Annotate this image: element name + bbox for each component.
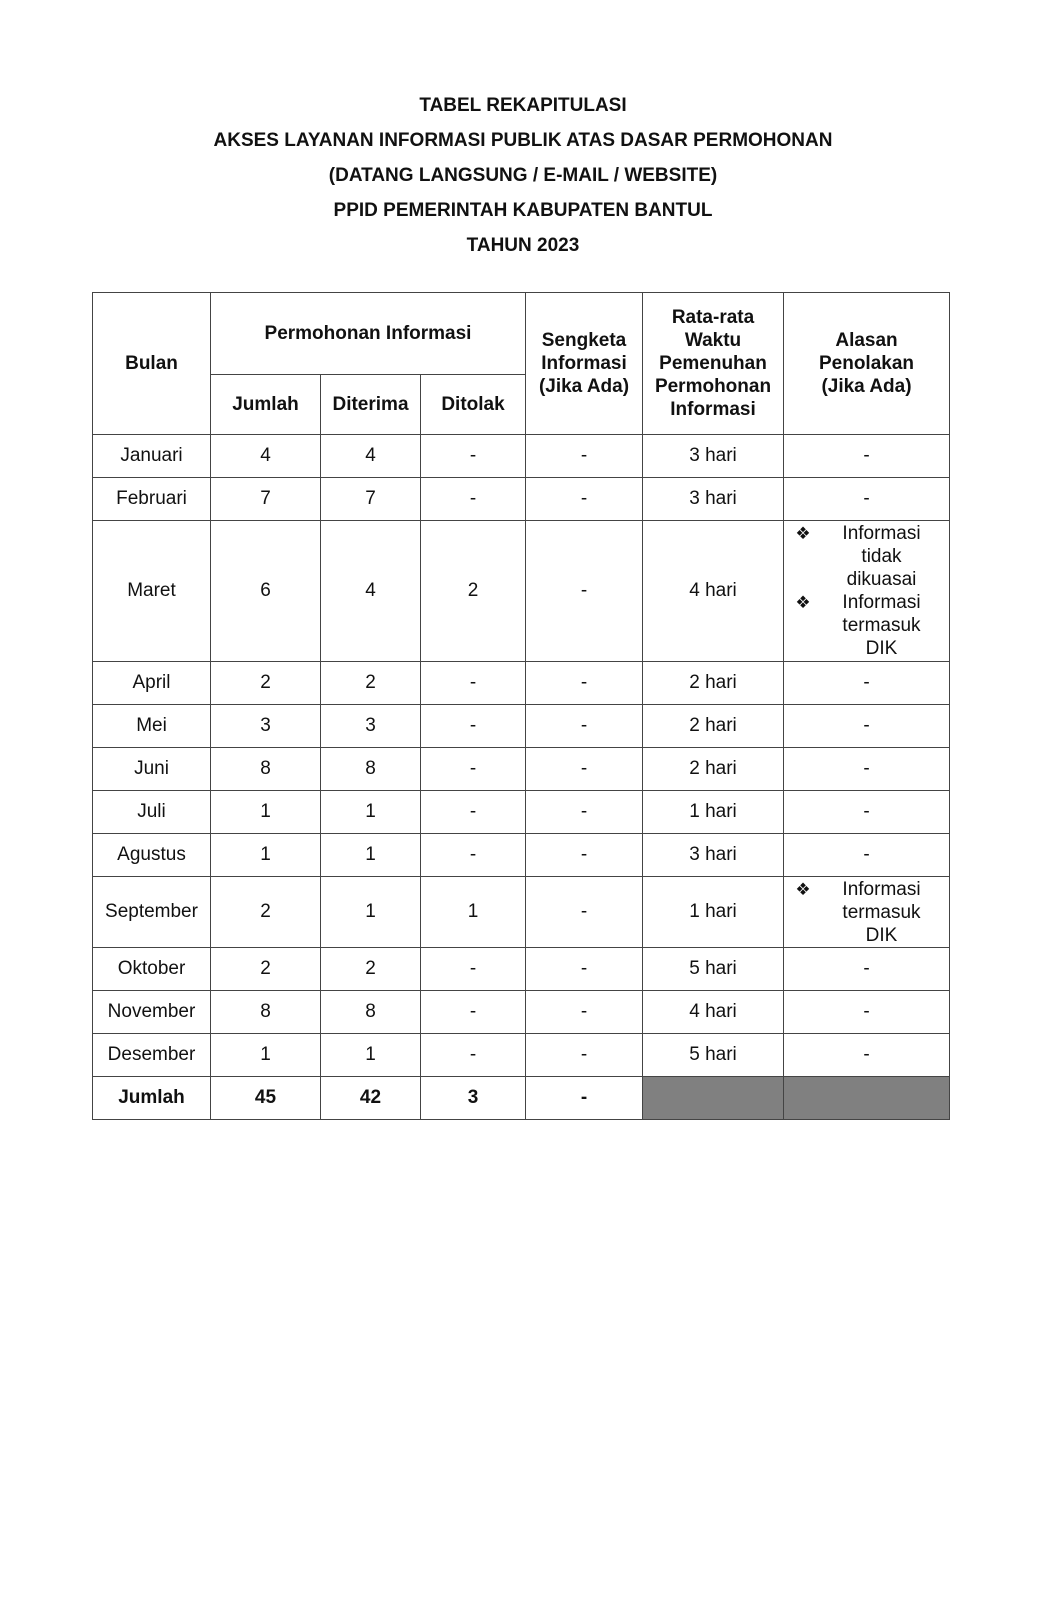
cell-diterima: 4 — [321, 521, 421, 662]
cell-ditolak: - — [421, 791, 526, 834]
title-line: PPID PEMERINTAH KABUPATEN BANTUL — [333, 200, 713, 221]
cell-bulan: Juli — [93, 791, 211, 834]
cell-alasan: - — [784, 948, 950, 991]
cell-alasan — [784, 877, 950, 948]
total-label: Jumlah — [93, 1077, 211, 1120]
cell-diterima: 2 — [321, 948, 421, 991]
cell-ditolak: - — [421, 748, 526, 791]
cell-bulan: Januari — [93, 435, 211, 478]
reason-item — [788, 878, 945, 947]
cell-diterima: 1 — [321, 877, 421, 948]
reason-text — [818, 522, 945, 591]
cell-jumlah: 2 — [211, 877, 321, 948]
reason-list — [788, 522, 945, 660]
cell-jumlah: 4 — [211, 435, 321, 478]
reason-line: dikuasai — [846, 569, 917, 590]
total-sengketa: - — [526, 1077, 643, 1120]
header-jumlah: Jumlah — [211, 375, 321, 435]
reason-line: tidak — [861, 546, 902, 567]
cell-jumlah: 2 — [211, 948, 321, 991]
cell-waktu: 2 hari — [643, 662, 784, 705]
header-rata-line: Pemenuhan — [659, 353, 767, 374]
cell-bulan: April — [93, 662, 211, 705]
cell-sengketa: - — [526, 877, 643, 948]
cell-waktu: 3 hari — [643, 834, 784, 877]
cell-alasan: - — [784, 791, 950, 834]
title-line: TAHUN 2023 — [466, 235, 580, 256]
cell-bulan: Mei — [93, 705, 211, 748]
cell-alasan: - — [784, 662, 950, 705]
total-jumlah: 45 — [211, 1077, 321, 1120]
table-row — [93, 705, 950, 748]
header-rata-line: Informasi — [670, 399, 756, 420]
header-rata-line: Permohonan — [654, 376, 772, 397]
cell-alasan — [784, 521, 950, 662]
recap-table — [92, 292, 950, 1120]
header-ditolak: Ditolak — [421, 375, 526, 435]
cell-diterima: 4 — [321, 435, 421, 478]
cell-ditolak: - — [421, 1034, 526, 1077]
title-line: TABEL REKAPITULASI — [419, 95, 627, 116]
cell-sengketa: - — [526, 521, 643, 662]
cell-bulan: Februari — [93, 478, 211, 521]
cell-alasan: - — [784, 478, 950, 521]
total-row — [93, 1077, 950, 1120]
header-sengketa — [526, 293, 643, 435]
cell-waktu: 4 hari — [643, 991, 784, 1034]
cell-ditolak: - — [421, 435, 526, 478]
table-row — [93, 1034, 950, 1077]
cell-sengketa: - — [526, 748, 643, 791]
cell-alasan: - — [784, 991, 950, 1034]
reason-line: termasuk — [842, 901, 921, 923]
cell-diterima: 8 — [321, 991, 421, 1034]
header-sengketa-line: Informasi — [541, 353, 627, 374]
cell-ditolak: - — [421, 662, 526, 705]
cell-jumlah: 3 — [211, 705, 321, 748]
reason-text — [818, 591, 945, 660]
table-row — [93, 877, 950, 948]
reason-item — [788, 522, 945, 591]
table-row — [93, 478, 950, 521]
cell-ditolak: 1 — [421, 877, 526, 948]
diamond-bullet-icon: ❖ — [795, 879, 811, 899]
cell-bulan: Maret — [93, 521, 211, 662]
cell-sengketa: - — [526, 991, 643, 1034]
table-row — [93, 662, 950, 705]
header-diterima: Diterima — [321, 375, 421, 435]
reason-line: Informasi — [842, 592, 921, 613]
title-line: AKSES LAYANAN INFORMASI PUBLIK ATAS DASAR PERMOHONAN — [213, 130, 833, 151]
diamond-bullet-icon: ❖ — [795, 593, 811, 612]
cell-jumlah: 1 — [211, 791, 321, 834]
table-row — [93, 435, 950, 478]
total-ditolak: 3 — [421, 1077, 526, 1120]
cell-diterima: 7 — [321, 478, 421, 521]
cell-waktu: 1 hari — [643, 877, 784, 948]
header-alasan — [784, 293, 950, 435]
reason-list — [788, 878, 945, 947]
cell-ditolak: - — [421, 991, 526, 1034]
cell-jumlah: 7 — [211, 478, 321, 521]
cell-waktu: 5 hari — [643, 948, 784, 991]
cell-waktu: 5 hari — [643, 1034, 784, 1077]
header-sengketa-line: Sengketa — [541, 330, 627, 351]
cell-diterima: 2 — [321, 662, 421, 705]
cell-waktu: 2 hari — [643, 705, 784, 748]
reason-line: DIK — [865, 638, 898, 659]
header-alasan-line: Penolakan — [818, 353, 915, 374]
diamond-bullet-icon: ❖ — [795, 524, 811, 543]
reason-text — [818, 878, 945, 947]
total-diterima: 42 — [321, 1077, 421, 1120]
cell-waktu: 3 hari — [643, 435, 784, 478]
header-rata-line: Waktu — [684, 330, 742, 351]
cell-ditolak: 2 — [421, 521, 526, 662]
total-shaded-cell — [784, 1077, 950, 1120]
cell-ditolak: - — [421, 948, 526, 991]
cell-alasan: - — [784, 834, 950, 877]
cell-jumlah: 1 — [211, 1034, 321, 1077]
cell-sengketa: - — [526, 948, 643, 991]
cell-bulan: November — [93, 991, 211, 1034]
reason-line: termasuk — [842, 615, 921, 636]
cell-sengketa: - — [526, 1034, 643, 1077]
table-row — [93, 834, 950, 877]
title-line: (DATANG LANGSUNG / E-MAIL / WEBSITE) — [328, 165, 718, 186]
cell-jumlah: 8 — [211, 748, 321, 791]
reason-line: DIK — [865, 924, 898, 946]
cell-alasan: - — [784, 1034, 950, 1077]
header-rata-rata — [643, 293, 784, 435]
header-bulan: Bulan — [93, 293, 211, 435]
table-row — [93, 521, 950, 662]
reason-line: Informasi — [842, 878, 921, 900]
reason-item — [788, 591, 945, 660]
header-alasan-line: Alasan — [835, 330, 898, 351]
cell-diterima: 1 — [321, 791, 421, 834]
cell-waktu: 4 hari — [643, 521, 784, 662]
table-row — [93, 991, 950, 1034]
total-shaded-cell — [643, 1077, 784, 1120]
cell-ditolak: - — [421, 834, 526, 877]
cell-sengketa: - — [526, 435, 643, 478]
cell-alasan: - — [784, 748, 950, 791]
cell-bulan: Desember — [93, 1034, 211, 1077]
header-alasan-line: (Jika Ada) — [821, 376, 912, 397]
header-sengketa-line: (Jika Ada) — [538, 376, 630, 397]
cell-waktu: 2 hari — [643, 748, 784, 791]
cell-jumlah: 6 — [211, 521, 321, 662]
cell-bulan: September — [93, 877, 211, 948]
cell-sengketa: - — [526, 478, 643, 521]
reason-line: Informasi — [842, 523, 921, 544]
cell-diterima: 3 — [321, 705, 421, 748]
cell-bulan: Agustus — [93, 834, 211, 877]
table-row — [93, 748, 950, 791]
cell-sengketa: - — [526, 791, 643, 834]
cell-diterima: 1 — [321, 1034, 421, 1077]
cell-jumlah: 8 — [211, 991, 321, 1034]
cell-sengketa: - — [526, 834, 643, 877]
cell-sengketa: - — [526, 705, 643, 748]
table-row — [93, 948, 950, 991]
cell-diterima: 8 — [321, 748, 421, 791]
cell-sengketa: - — [526, 662, 643, 705]
cell-bulan: Oktober — [93, 948, 211, 991]
cell-ditolak: - — [421, 478, 526, 521]
cell-diterima: 1 — [321, 834, 421, 877]
table-row — [93, 791, 950, 834]
header-permohonan: Permohonan Informasi — [211, 293, 526, 375]
cell-jumlah: 2 — [211, 662, 321, 705]
header-rata-line: Rata-rata — [671, 307, 755, 328]
cell-waktu: 3 hari — [643, 478, 784, 521]
document-title — [0, 88, 1046, 263]
cell-alasan: - — [784, 705, 950, 748]
cell-bulan: Juni — [93, 748, 211, 791]
cell-waktu: 1 hari — [643, 791, 784, 834]
cell-ditolak: - — [421, 705, 526, 748]
cell-alasan: - — [784, 435, 950, 478]
cell-jumlah: 1 — [211, 834, 321, 877]
